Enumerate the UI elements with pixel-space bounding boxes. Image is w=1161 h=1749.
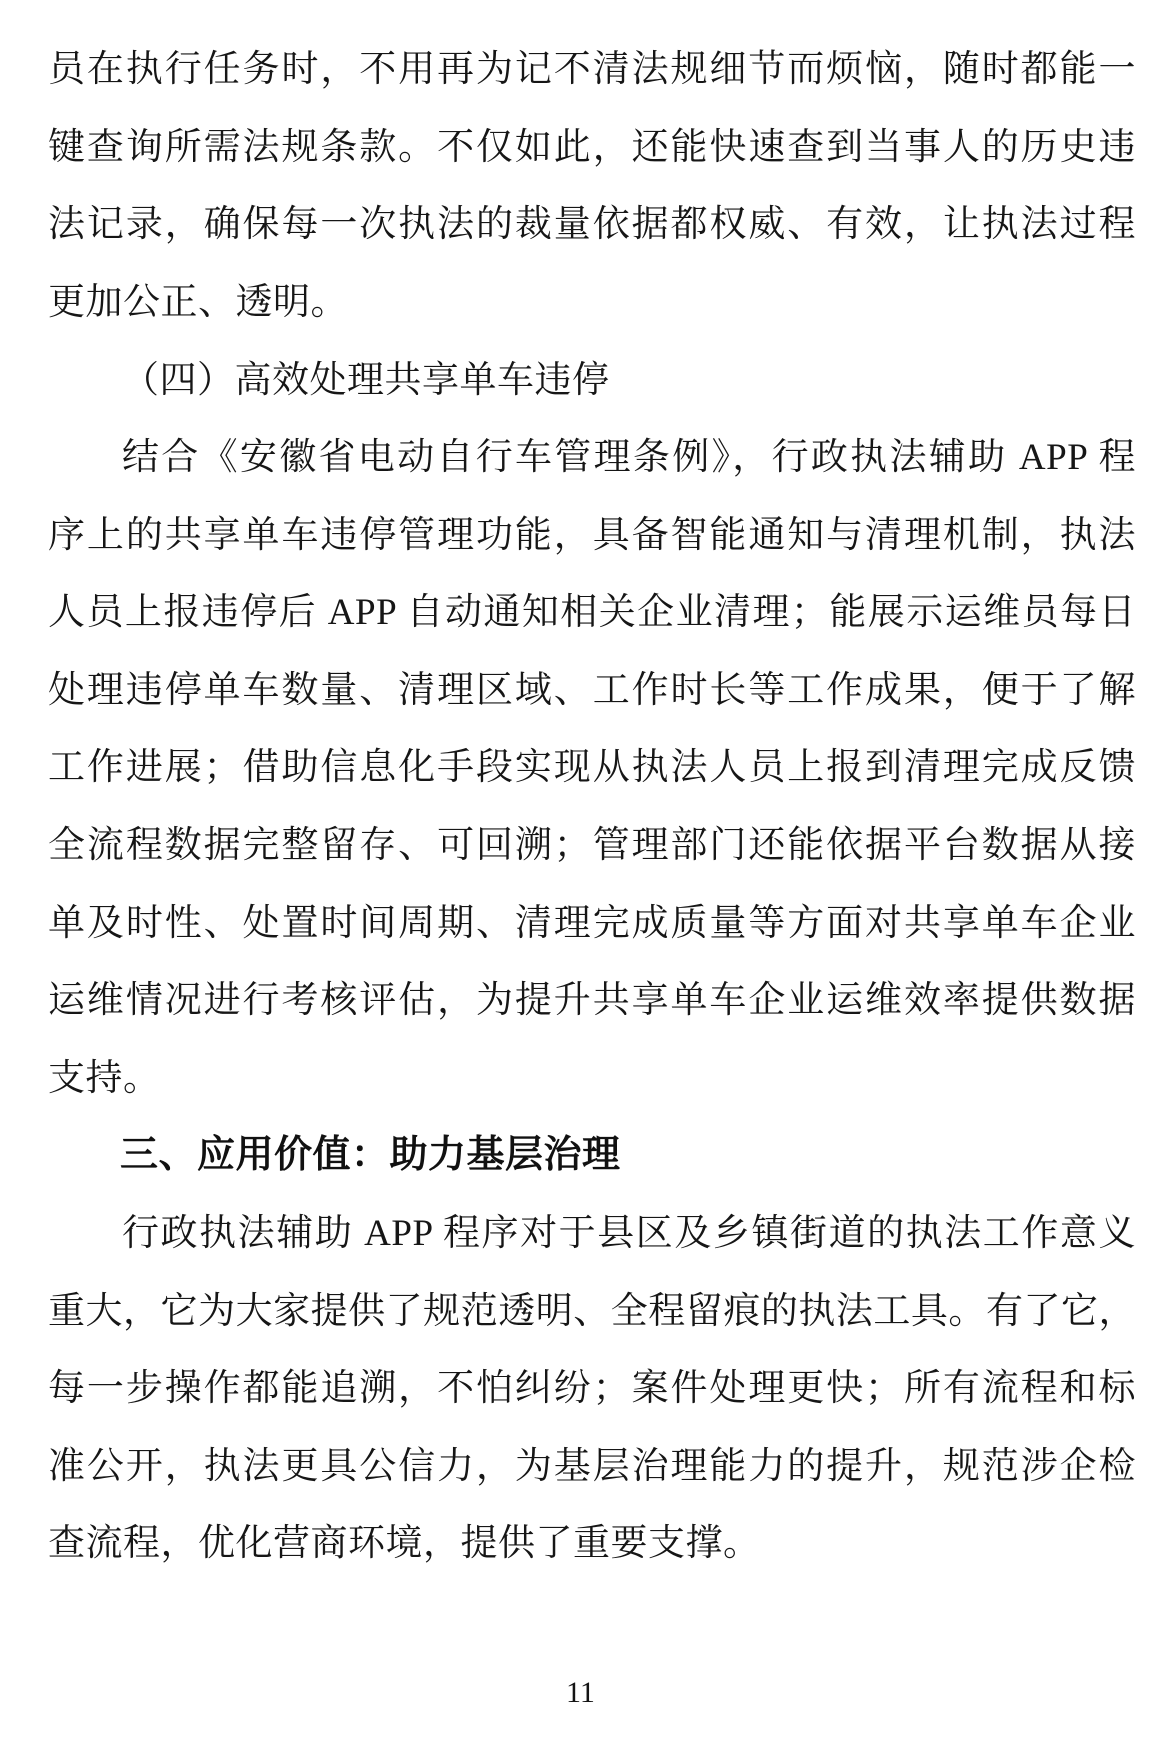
paragraph-line: 工作进展；借助信息化手段实现从执法人员上报到清理完成反馈 — [48, 747, 1136, 789]
paragraph-line: 键查询所需法规条款。不仅如此，还能快速查到当事人的历史违 — [48, 126, 1136, 168]
paragraph-line: 准公开，执法更具公信力，为基层治理能力的提升，规范涉企检 — [48, 1445, 1136, 1487]
paragraph-line: 法记录，确保每一次执法的裁量依据都权威、有效，让执法过程 — [48, 204, 1136, 246]
paragraph-line: 全流程数据完整留存、可回溯；管理部门还能依据平台数据从接 — [48, 824, 1136, 866]
paragraph-line: 查流程，优化营商环境，提供了重要支撑。 — [48, 1523, 761, 1565]
paragraph-line: 结合《安徽省电动自行车管理条例》，行政执法辅助 APP 程 — [122, 436, 1136, 478]
paragraph-line: 员在执行任务时，不用再为记不清法规细节而烦恼，随时都能一 — [48, 49, 1136, 90]
page-number: 11 — [566, 1676, 595, 1709]
paragraph-line: 更加公正、透明。 — [48, 281, 348, 323]
paragraph-line: 支持。 — [48, 1057, 161, 1099]
paragraph-line: 序上的共享单车违停管理功能，具备智能通知与清理机制，执法 — [48, 514, 1136, 556]
paragraph-line: 重大，它为大家提供了规范透明、全程留痕的执法工具。有了它， — [48, 1290, 1136, 1332]
paragraph-line: 处理违停单车数量、清理区域、工作时长等工作成果，便于了解 — [48, 669, 1136, 711]
paragraph-line: 人员上报违停后 APP 自动通知相关企业清理；能展示运维员每日 — [48, 592, 1136, 634]
paragraph-line: 每一步操作都能追溯，不怕纠纷；案件处理更快；所有流程和标 — [48, 1368, 1136, 1410]
paragraph-line: 运维情况进行考核评估，为提升共享单车企业运维效率提供数据 — [48, 980, 1136, 1022]
paragraph-line: 行政执法辅助 APP 程序对于县区及乡镇街道的执法工作意义 — [122, 1212, 1136, 1254]
paragraph-line: 单及时性、处置时间周期、清理完成质量等方面对共享单车企业 — [48, 902, 1136, 944]
text-body — [48, 31, 1136, 1583]
section-heading: （四）高效处理共享单车违停 — [122, 358, 610, 402]
chapter-heading: 三、应用价值：助力基层治理 — [120, 1134, 621, 1177]
